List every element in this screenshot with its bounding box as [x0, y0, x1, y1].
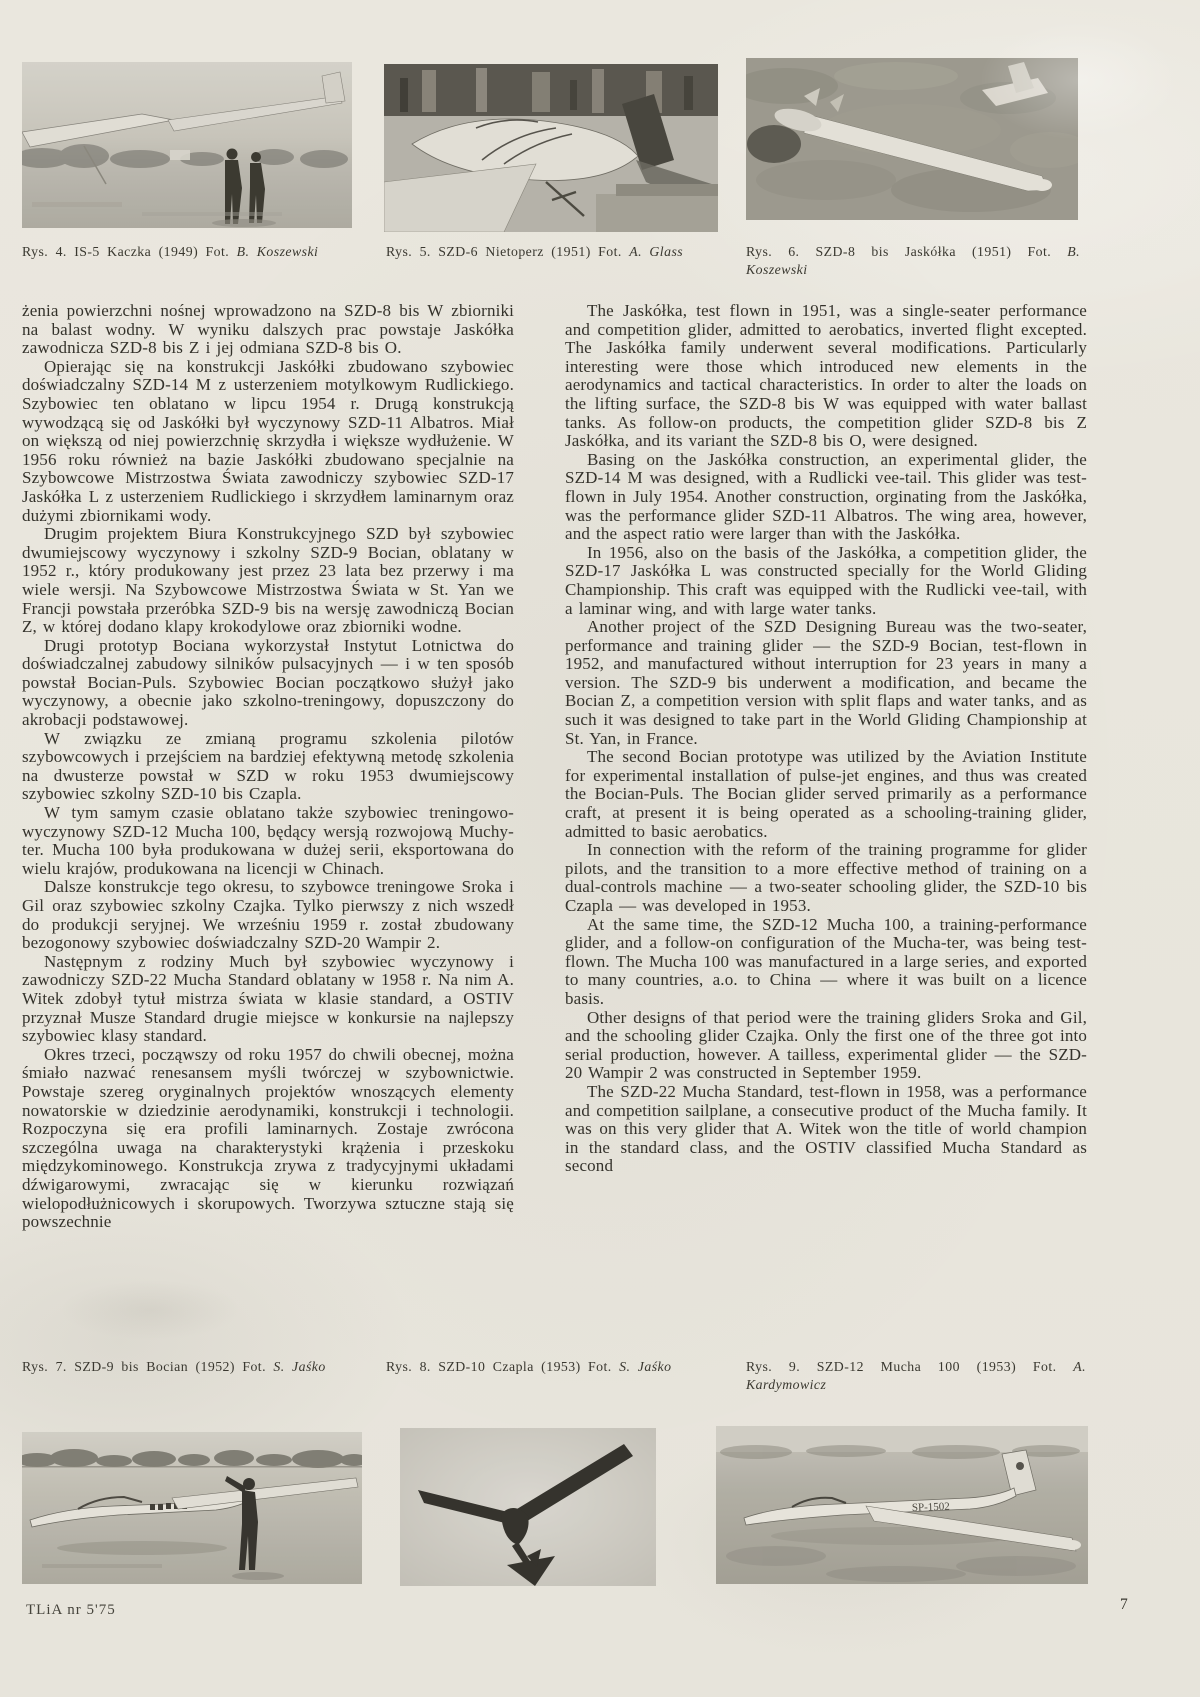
paragraph-en-8: Other designs of that period were the training gliders Sroka and Gil, and the schooling glider Czajka. Only the first one of the three got into serial production, however. A tailless, experimental glider — the SZD-20 Wampir 2 was constructed in September 1959.: [565, 1007, 1087, 1083]
photo-szd8-jaskolka: [746, 58, 1078, 220]
paragraph-en-3: In 1956, also on the basis of the Jaskółka, a competition glider, the SZD-17 Jaskółka L was constructed specially for the World Gliding Championship. This craft was equipped with the Rudlicki vee-tail, with a laminar wing, and with large water tanks.: [565, 542, 1087, 618]
foreground-edge: [616, 184, 718, 196]
caption-rys5-photographer: A. Glass: [629, 244, 684, 259]
photo-szd10-czapla-image: [400, 1428, 656, 1586]
distant-building: [170, 150, 190, 160]
photo-szd6-nietoperz: [384, 64, 718, 232]
photo-szd10-czapla: [400, 1428, 656, 1586]
caption-rys8: [386, 1358, 718, 1376]
paragraph-pl-6: W tym samym czasie oblatano także szybowiec treningowo-wyczynowy SZD-12 Mucha 100, będący wersją rozwojową Muchy-ter. Mucha 100 była produkowana w dużej serii, eksportowana do wielu krajów, produkowana na licencji w Chinach.: [22, 803, 514, 878]
caption-rys9: [746, 1358, 1086, 1393]
horizon-line: [22, 1466, 362, 1468]
photo-szd12-mucha-image: [716, 1426, 1088, 1584]
paragraph-pl-7: Dalsze konstrukcje tego okresu, to szybowce treningowe Sroka i Gil oraz szybowiec szkolny Czajka. Tylko pierwszy z nich wszedł do produkcji seryjnej. We wrześniu 1959 r. został zbudowany bezogonowy szybowiec doświadczalny SZD-20 Wampir 2.: [22, 877, 514, 953]
foreground-block: [596, 194, 718, 232]
photo-szd6-nietoperz-image: [384, 64, 718, 232]
paragraph-pl-8: Następnym z rodziny Much był szybowiec wyczynowy i zawodniczy SZD-22 Mucha Standard oblatany w 1958 r. Na nim A. Witek zdobył tytuł mistrza świata w klasie standard, a OSTIV przyznał Musze Standard drugie miejsce w konkursie na najlepszy szybowiec klasy standard.: [22, 951, 514, 1046]
paper-smudge: [60, 1280, 240, 1340]
caption-rys5-label: Rys. 5. SZD-6 Nietoperz (1951) Fot.: [386, 244, 622, 259]
photo-szd9-bocian: [22, 1432, 362, 1584]
caption-rys4-label: Rys. 4. IS-5 Kaczka (1949) Fot.: [22, 244, 230, 259]
paragraph-en-5: The second Bocian prototype was utilized by the Aviation Institute for experimental installation of pulse-jet engines, and thus was created the Bocian-Puls. The Bocian glider served primarily as a performance craft, at present it is being operated as a schooling-training glider, admitted to basic aerobatics.: [565, 747, 1087, 841]
caption-rys7-label: Rys. 7. SZD-9 bis Bocian (1952) Fot.: [22, 1359, 266, 1374]
paragraph-en-4: Another project of the SZD Designing Bureau was the two-seater, performance and training glider — the SZD-9 Bocian, test-flown in 1952, and manufactured without interruption for 23 years in many a version. The SZD-9 bis underwent a modification, and became the Bocian Z, a competition version with split flaps and water tanks, and as such it was designed to take part in the World Gliding Championship at St. Yan, in France.: [565, 617, 1087, 748]
paragraph-pl-2: Opierając się na konstrukcji Jaskółki zbudowano szybowiec doświadczalny SZD-14 M z usterzeniem motylkowym Rudlickiego. Szybowiec ten oblatano w lipcu 1954 r. Drugą konstrukcją wywodzącą się od Jaskółki był wyczynowy SZD-11 Albatros. Miał on większą od niej powierzchnię skrzydła i większe wydłużenie. W 1956 roku również na bazie Jaskółki zbudowano specjalnie na Szybowcowe Mistrzostwa Świata zawodniczy szybowiec SZD-17 Jaskółka L z usterzeniem Rudlickiego i skrzydłem laminarnym oraz dużymi zbiornikami wody.: [22, 356, 514, 525]
paragraph-en-2: Basing on the Jaskółka construction, an experimental glider, the SZD-14 M was designed, with a Rudlicki vee-tail. This glider was test-flown in July 1954. Another construction, orginating from the Jaskółka, was the performance glider SZD-11 Albatros. The wing area, however, and the aspect ratio were larger than with the Jaskółka.: [565, 449, 1087, 544]
paragraph-pl-3: Drugim projektem Biura Konstrukcyjnego SZD był szybowiec dwumiejscowy wyczynowy i szkolny SZD-9 Bocian, oblatany w 1952 r., który produkowany jest przez 23 lata bez przerwy i ma wiele wersji. Na Szybowcowe Mistrzostwa Świata w St. Yan we Francji powstała przeróbka SZD-9 bis na wersję zawodniczą Bocian Z, w której dodano klapy krokodylowe oraz zbiorniki wodne.: [22, 524, 514, 637]
photo-is5-kaczka: [22, 62, 352, 228]
caption-rys9-photographer: A. Kardymowicz: [746, 1359, 1086, 1392]
caption-rys6: [746, 243, 1080, 278]
journal-footer: TLiA nr 5'75: [26, 1602, 116, 1618]
busy-airfield-background: [384, 64, 718, 116]
paragraph-en-6: In connection with the reform of the training programme for glider pilots, and the transition to a more effective method of training on a dual-controls machine — a two-seater schooling glider, the SZD-10 bis Czapla — was developed in 1953.: [565, 840, 1087, 915]
photo-szd9-bocian-image: [22, 1432, 362, 1584]
article-column-english: [565, 302, 1087, 1176]
caption-rys5: [386, 243, 718, 261]
caption-rys6-photographer: B. Koszewski: [746, 244, 1080, 277]
caption-rys6-label: Rys. 6. SZD-8 bis Jaskółka (1951) Fot.: [746, 244, 1052, 259]
caption-rys7: [22, 1358, 338, 1376]
caption-rys8-photographer: S. Jaśko: [619, 1359, 672, 1374]
photo-szd12-mucha: [716, 1426, 1088, 1584]
paragraph-pl-4: Drugi prototyp Bociana wykorzystał Instytut Lotnictwa do doświadczalnej zabudowy silników pulsacyjnych — i w ten sposób powstał Bocian-Puls. Szybowiec Bocian początkowo służył jako wyczynowy, a obecnie jako szkolno-treningowy, dopuszczony do akrobacji podstawowej.: [22, 635, 514, 730]
photo-szd8-jaskolka-image: [746, 58, 1078, 220]
caption-rys9-label: Rys. 9. SZD-12 Mucha 100 (1953) Fot.: [746, 1359, 1057, 1374]
dark-nose-cluster: [747, 125, 801, 163]
photo-is5-kaczka-image: [22, 62, 352, 228]
paragraph-pl-5: W związku ze zmianą programu szkolenia pilotów szybowcowych i przejściem na bardziej efektywną metodę szkolenia na dwusterze powstał w SZD w roku 1953 dwumiejscowy szybowiec szkolny SZD-10 bis Czapla.: [22, 728, 514, 804]
paragraph-en-7: At the same time, the SZD-12 Mucha 100, a training-performance glider, and a follow-on configuration of the Mucha-ter, was being test-flown. The Mucha 100 was manufactured in a large series, and exported to many countries, a.o. to China — where it was built on a licence basis.: [565, 914, 1087, 1008]
caption-rys4: [22, 243, 324, 261]
article-column-polish: [22, 302, 514, 1232]
paragraph-en-1: The Jaskółka, test flown in 1951, was a single-seater performance and competition glider, admitted to aerobatics, inverted flight excepted. The Jaskółka family underwent several modifications. Particularly interesting were those which introduced new elements in the aerodynamics and tactical characteristics. In order to alter the loads on the lifting surface, the SZD-8 bis W was equipped with water ballast tanks. As follow-on products, the competition glider SZD-8 bis Z Jaskółka, and its variant the SZD-8 bis O, were designed.: [565, 301, 1087, 451]
caption-rys7-photographer: S. Jaśko: [273, 1359, 326, 1374]
caption-rys8-label: Rys. 8. SZD-10 Czapla (1953) Fot.: [386, 1359, 612, 1374]
caption-rys4-photographer: B. Koszewski: [236, 244, 319, 259]
registration-marking: SP-1502: [911, 1500, 950, 1514]
paragraph-pl-1: żenia powierzchni nośnej wprowadzono na SZD-8 bis W zbiorniki na balast wodny. W wyniku dalszych prac powstaje Jaskółka zawodnicza SZD-8 bis Z i jej odmiana SZD-8 bis O.: [22, 301, 514, 358]
page-number: 7: [1120, 1596, 1128, 1613]
paragraph-en-9: The SZD-22 Mucha Standard, test-flown in 1958, was a performance and competition sailplane, a consecutive product of the Mucha family. It was on this very glider that A. Witek won the title of world champion in the standard class, and the OSTIV classified Mucha Standard as second: [565, 1081, 1087, 1176]
paragraph-pl-9: Okres trzeci, począwszy od roku 1957 do chwili obecnej, można śmiało nazwać renesansem myśli twórczej w szybownictwie. Powstaje szereg oryginalnych projektów wnoszących elementy nowatorskie w dziedzinie aerodynamiki, konstrukcji i technologii. Rozpoczyna się era profili laminarnych. Zostaje zwrócona szczególna uwaga na charakterystyki krążenia i przeskoku międzykominowego. Konstrukcja zrywa z tradycyjnymi układami dźwigarowymi, zwracając się w kierunku rozwiązań wielopodłużnicowych i skorupowych. Tworzywa sztuczne stają się powszechnie: [22, 1044, 514, 1232]
